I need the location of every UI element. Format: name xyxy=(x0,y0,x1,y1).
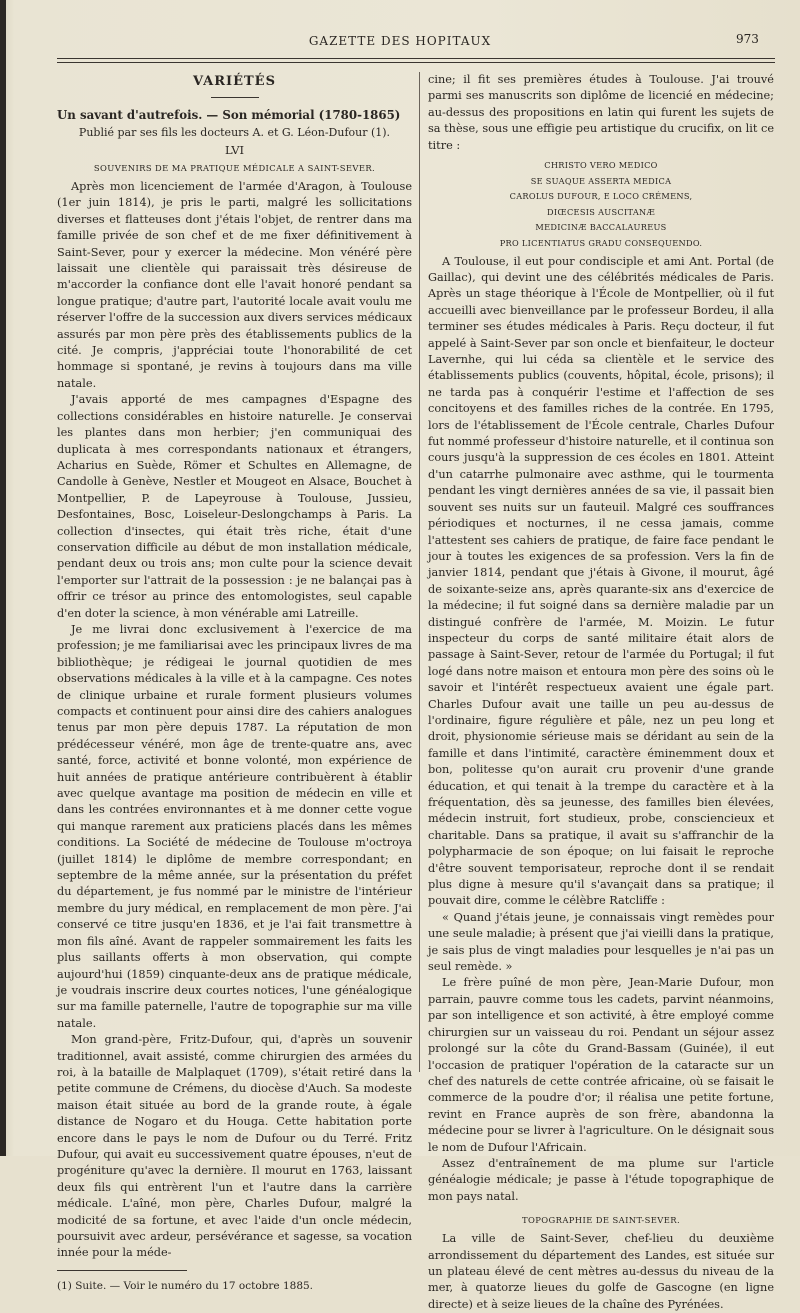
paragraph: Assez d'entraînement de ma plume sur l'article généalogie médicale; je passe à l'étude topographique de mon pays natal. xyxy=(428,1156,774,1203)
inscription-line: DIŒCESIS AUSCITANÆ xyxy=(546,206,655,217)
section-rule xyxy=(211,97,259,98)
journal-title: GAZETTE DES HOPITAUX xyxy=(308,34,492,48)
chapter-number: LVI xyxy=(224,143,245,157)
inscription-line: SE SUAQUE ASSERTA MEDICA xyxy=(530,175,672,186)
paragraph: Le frère puîné de mon père, Jean-Marie Dufour, mon parrain, pauvre comme tous les cadets, parvint néanmoins, par son intelligence et son activité, à être employé comme chirurgien sur un vaisseau du roi. Pendant un séjour assez prolongé sur la côte du Grand-Bassam (Guinée), il eut l'occasion de pratiquer l'opération de la cataracte sur un chef des naturels de cette contrée africaine, où se faisait le commerce de la poudre d'or; il réalisa une petite fortune, revint en France auprès de son frère, abandonna la médecine pour se livrer à l'agriculture. On le désignait sous le nom de Dufour l'Africain. xyxy=(428,976,774,1154)
header-rule-double xyxy=(57,62,775,63)
binding-edge xyxy=(0,0,6,1156)
paragraph: Après mon licenciement de l'armée d'Aragon, à Toulouse (1er juin 1814), je pris le parti, malgré les sollicitations diverses et flatteuses dont j'étais l'objet, de rentrer dans ma famille privée de son chef et de me fixer définitivement à Saint-Sever, pour y exercer la médecine. Mon vénéré père laissait une clientèle qui paraissait très désireuse de m'accorder la confiance dont elle l'avait honoré pendant sa longue pratique; d'autre part, l'autorité locale avait voulu me réserver l'offre de la succession aux divers services médicaux assurés par mon père près des établissements publics de la cité. Je compris, j'appréciai toute l'honorabilité de cet hommage si spontané, je revins à toujours dans ma ville natale. xyxy=(57,180,412,390)
article-title: Un savant d'autrefois. — Son mémorial (1780-1865) xyxy=(57,108,401,122)
right-column xyxy=(428,72,774,1313)
paragraph: cine; il fit ses premières études à Toulouse. J'ai trouvé parmi ses manuscrits son diplôme de licencié en médecine; au-dessus des propositions en latin qui furent les sujets de sa thèse, sous une effigie peu artistique du crucifix, on lit ce titre : xyxy=(428,73,774,152)
topography-subheading: TOPOGRAPHIE DE SAINT-SEVER. xyxy=(521,1215,681,1226)
article-byline: Publié par ses fils les docteurs A. et G. Léon-Dufour (1). xyxy=(78,126,391,139)
section-title: VARIÉTÉS xyxy=(193,74,276,89)
header-rule xyxy=(57,58,775,59)
paragraph: A Toulouse, il eut pour condisciple et ami Ant. Portal (de Gaillac), qui devint une des célébrités médicales de Paris. Après un stage théorique à l'École de Montpellier, où il fut accueilli avec bienveillance par le professeur Bordeu, il alla terminer ses études médicales à Paris. Reçu docteur, il fut appelé à Saint-Sever par son oncle et bienfaiteur, le docteur Lavernhe, qui lui céda sa clientèle et le service des établissements publics (couvents, hôpital, école, prisons); il ne tarda pas à conquérir l'estime et l'affection de ses concitoyens et des familles riches de la contrée. En 1795, lors de l'établissement de l'École centrale, Charles Dufour fut nommé professeur d'histoire naturelle, et il continua son cours jusqu'à la suppression de ces écoles en 1801. Atteint d'un catarrhe pulmonaire avec asthme, qui le tourmenta pendant les vingt dernières années de sa vie, il passait bien souvent ses nuits sur un fauteuil. Malgré ces souffrances périodiques et nocturnes, il ne cessa jamais, comme l'attestent ses cahiers de pratique, de faire face pendant le jour à toutes les exigences de sa profession. Vers la fin de janvier 1814, pendant que j'étais à Givone, il mourut, âgé de soixante-seize ans, après quarante-six ans d'exercice de la médecine; il fut soigné dans sa dernière maladie par un distingué confrère de l'armée, M. Moizin. Le futur inspecteur du corps de santé militaire était alors de passage à Saint-Sever, retour de l'armée du Portugal; il fut logé dans notre maison et entoura mon père des soins où le savoir et l'intérêt respectueux avaient une égale part. Charles Dufour avait une taille un peu au-dessus de l'ordinaire, figure régulière et pâle, nez un peu long et droit, physionomie sérieuse mais se déridant au sein de la famille et dans l'intimité, caractère éminemment doux et bon, politesse qu'on aurait cru provenir d'une grande éducation, et qui tenait à la trempe du caractère et à la fréquentation, dès sa jeunesse, des familles bien élevées, médecin instruit, fort studieux, probe, consciencieux et charitable. Dans sa pratique, il avait su s'affranchir de la polypharmacie de son époque; on lui faisait le reproche d'être souvent temporisateur, reproche dont il se rendait plus digne à mesure qu'il s'avançait dans sa pratique; il pouvait dire, comme le célèbre Ratcliffe : xyxy=(428,254,774,908)
paragraph: Je me livrai donc exclusivement à l'exercice de ma profession; je me familiarisai avec les principaux livres de ma bibliothèque; je rédigeai le journal quotidien de mes observations médicales à la ville et à la campagne. Ces notes de clinique urbaine et rurale forment plusieurs volumes compacts et continuent pour ainsi dire des cahiers analogues tenus par mon père depuis 1787. La réputation de mon prédécesseur vénéré, mon âge de trente-quatre ans, avec santé, force, activité et bonne volonté, mon expérience de huit années de pratique antérieure contribuèrent à établir avec quelque avantage ma position de médecin en ville et dans les contrées environnantes et à me donner cette vogue qui manque rarement aux praticiens placés dans les mêmes conditions. La Société de médecine de Toulouse m'octroya (juillet 1814) le diplôme de membre correspondant; en septembre de la même année, sur la présentation du préfet du département, je fus nommé par le ministre de l'intérieur membre du jury médical, en remplacement de mon père. J'ai conservé ce titre jusqu'en 1836, et je l'ai fait transmettre à mon fils aîné. Avant de rappeler sommairement les faits les plus saillants offerts à mon observation, qui compte aujourd'hui (1859) cinquante-deux ans de pratique médicale, je voudrais inscrire deux courtes notices, l'une généalogique sur ma famille paternelle, l'autre de topographie sur ma ville natale. xyxy=(57,622,412,1030)
inscription-line: PRO LICENTIATUS GRADU CONSEQUENDO. xyxy=(499,238,703,248)
page-number: 973 xyxy=(736,32,759,46)
quotation: « Quand j'étais jeune, je connaissais vingt remèdes pour une seule maladie; à présent que j'ai vieilli dans la pratique, je sais plus de vingt maladies pour lesquelles je n'ai pas un seul remède. » xyxy=(428,910,774,974)
diploma-inscription xyxy=(428,158,774,252)
inscription-line: CAROLUS DUFOUR, E LOCO CRÉMENS, xyxy=(509,191,693,202)
inscription-line: CHRISTO VERO MEDICO xyxy=(544,160,658,171)
paragraph: La ville de Saint-Sever, chef-lieu du deuxième arrondissement du département des Landes, est située sur un plateau élevé de cent mètres au-dessus du niveau de la mer, à quatorze lieues du golfe de Gascogne (en ligne directe) et à seize lieues de la chaîne des Pyrénées. xyxy=(428,1232,774,1311)
paragraph: J'avais apporté de mes campagnes d'Espagne des collections considérables en histoire naturelle. Je conservai les plantes dans mon herbier; j'en communiquai des duplicata à mes correspondants nationaux et étrangers, Acharius en Suède, Römer et Schultes en Allemagne, de Candolle à Genève, Nestler et Mougeot en Alsace, Bouchet à Montpellier, P. de Lapeyrouse à Toulouse, Jussieu, Desfontaines, Bosc, Loiseleur-Deslongchamps à Paris. La collection d'insectes, qui était très riche, était d'une conservation difficile au début de mon installation médicale, pendant deux ou trois ans; mon culte pour la science devait l'emporter sur l'attrait de la possession : je ne balançai pas à offrir ce trésor au prince des entomologistes, seul capable d'en doter la science, à mon vénérable ami Latreille. xyxy=(57,393,412,620)
column-separator xyxy=(419,72,420,1072)
footnote: (1) Suite. — Voir le numéro du 17 octobre 1885. xyxy=(57,1279,314,1292)
paragraph: Mon grand-père, Fritz-Dufour, qui, d'après un souvenir traditionnel, avait assisté, comme chirurgien des armées du roi, à la bataille de Malplaquet (1709), s'était retiré dans la petite commune de Crémens, du diocèse d'Auch. Sa modeste maison était située au bord de la grande route, à égale distance de Nogaro et du Houga. Cette habitation porte encore dans le pays le nom de Dufour ou du Terré. Fritz Dufour, qui avait eu successivement quatre épouses, n'eut de progéniture qu'avec la dernière. Il mourut en 1763, laissant deux fils qui entrèrent l'un et l'autre dans la carrière médicale. L'aîné, mon père, Charles Dufour, malgré la modicité de sa fortune, et avec l'aide d'un oncle médecin, poursuivit avec ardeur, persévérance et sagesse, sa vocation innée pour la méde- xyxy=(57,1033,412,1260)
chapter-subheading: SOUVENIRS DE MA PRATIQUE MÉDICALE A SAINT-SEVER. xyxy=(93,163,376,173)
left-column xyxy=(57,72,412,1293)
inscription-line: MEDICINÆ BACCALAUREUS xyxy=(535,222,667,233)
footnote-rule xyxy=(57,1270,187,1271)
